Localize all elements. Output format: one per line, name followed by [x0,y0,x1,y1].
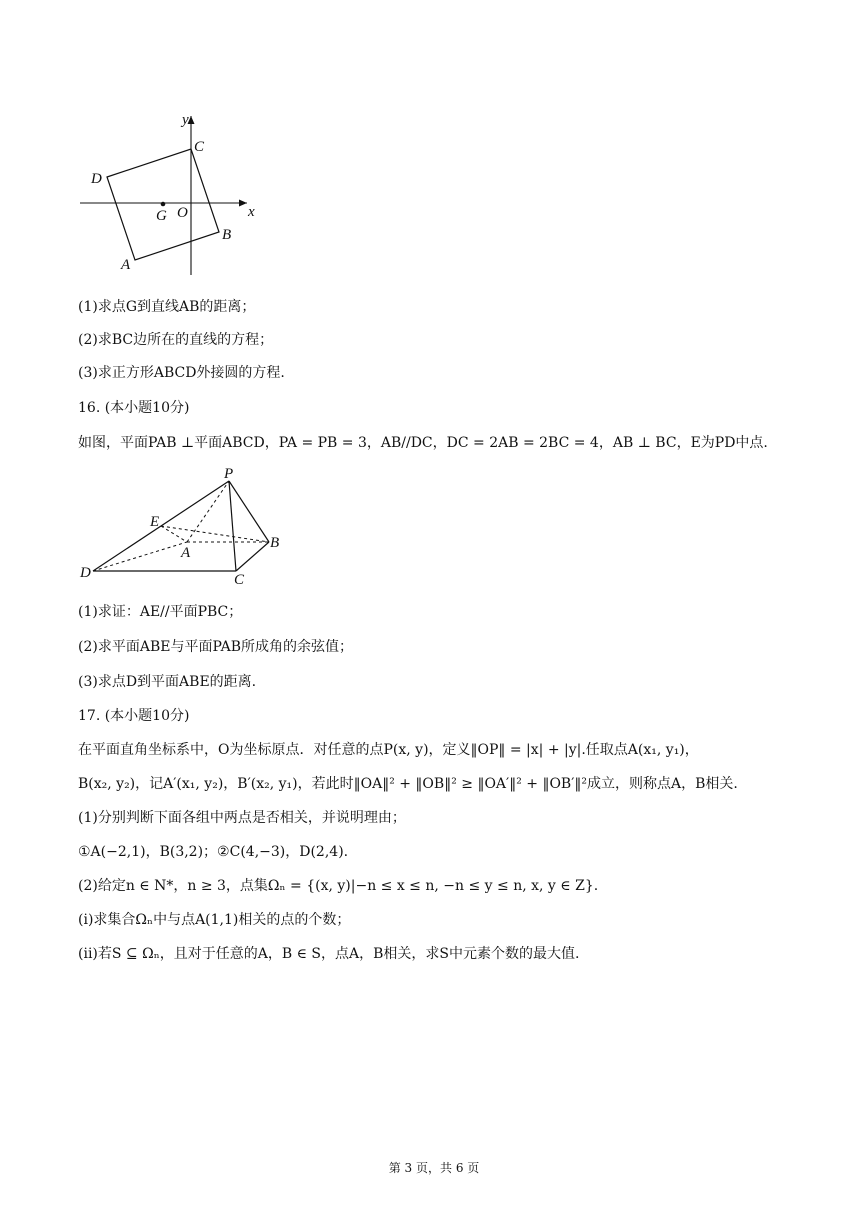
label-B: B [222,227,232,243]
q16-title: 16. (本小题10分) [78,400,190,416]
edge-AP-hidden [187,481,229,542]
label-A2: A [181,545,191,561]
q17-part1-items: ①A(−2,1)，B(3,2)；②C(4,−3)，D(2,4). [78,844,349,860]
q17-stem-line2: B(x₂, y₂)，记A′(x₁, y₂)，B′(x₂, y₁)，若此时‖OA‖² + ‖OB‖² ≥ ‖OA′‖² + ‖OB′‖²成立，则称点A，B相关. [78,776,738,792]
q15-part3: (3)求正方形ABCD外接圆的方程. [78,365,285,381]
q16-part3: (3)求点D到平面ABE的距离. [78,674,257,690]
label-C: C [194,139,205,155]
label-x: x [248,204,255,220]
square-coordinate-figure [70,110,270,285]
q17-title: 17. (本小题10分) [78,708,190,724]
label-y: y [182,112,189,128]
edge-PB [229,481,269,542]
label-D2: D [80,565,91,581]
q15-part1: (1)求点G到直线AB的距离； [78,299,256,315]
label-P: P [224,466,234,482]
q16-part1: (1)求证：AE//平面PBC； [78,604,243,620]
q17-part2-i: (i)求集合Ωₙ中与点A(1,1)相关的点的个数； [78,912,351,928]
edge-DA-hidden [93,542,187,571]
q16-stem: 如图，平面PAB ⊥平面ABCD，PA = PB = 3，AB//DC，DC = 2AB = 2BC = 4，AB ⊥ BC，E为PD中点. [78,435,768,451]
edge-CB [236,542,269,571]
q16-part2: (2)求平面ABE与平面PAB所成角的余弦值； [78,639,353,655]
label-D: D [91,171,102,187]
pyramid-figure [70,460,300,590]
segment-EB-hidden [161,526,269,542]
label-A: A [121,257,131,273]
page-number-footer: 第 3 页，共 6 页 [388,1161,480,1175]
label-C2: C [234,572,245,588]
point-G [161,202,166,207]
label-B2: B [270,535,280,551]
q17-part2-ii: (ii)若S ⊆ Ωₙ，且对于任意的A，B ∈ S，点A，B相关，求S中元素个数的最大值. [78,946,580,962]
q17-part2: (2)给定n ∈ N*，n ≥ 3，点集Ωₙ = {(x, y)|−n ≤ x ≤ n, −n ≤ y ≤ n, x, y ∈ Z}. [78,878,599,894]
q17-part1: (1)分别判断下面各组中两点是否相关，并说明理由； [78,810,406,826]
q15-part2: (2)求BC边所在的直线的方程； [78,332,274,348]
x-axis-arrow [239,200,247,207]
edge-PC [229,481,236,571]
q17-stem-line1: 在平面直角坐标系中，O为坐标原点．对任意的点P(x, y)，定义‖OP‖ = |x| + |y|.任取点A(x₁, y₁)， [78,742,699,758]
label-G: G [156,208,167,224]
label-O: O [177,205,188,221]
square-figure-svg [70,110,270,285]
pyramid-figure-svg [70,460,300,590]
label-E: E [150,514,160,530]
